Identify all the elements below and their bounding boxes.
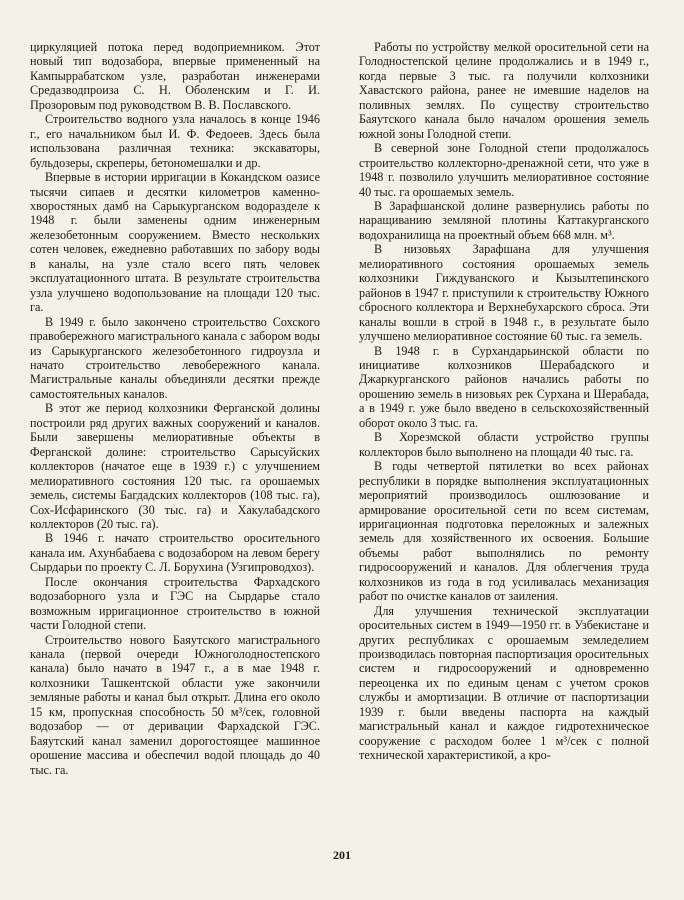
paragraph: В Зарафшанской долине развернулись работы по наращиванию земляной плотины Каттакурганского водохранилища на проектный объем 668 млн. м³. xyxy=(359,198,649,242)
paragraph: После окончания строительства Фархадского водозаборного узла и ГЭС на Сырдарье стало возможным ирригационное строительство в южной части Голодной степи. xyxy=(30,574,320,633)
paragraph: циркуляцией потока перед водоприемником. Этот новый тип водозабора, впервые примененный на Кампыррабатском узле, разработан инженерами Средазводпроиза С. Н. Оболенским и Г. И. Прозоровым под руководством В. В. Пославского. xyxy=(30,40,320,112)
paragraph: В годы четвертой пятилетки во всех районах республики в порядке выполнения эксплуатационных мероприятий производилось ошлюзование и армирование оросительной сети по всем системам, ирригационная подготовка переложных и залежных земель для хозяйственного их освоения. Большие объемы работ выполнялись по ремонту гидросооружений и каналов. Для облегчения труда колхозников из года в год усиливалась механизация работ по очистке каналов от заиления. xyxy=(359,459,649,604)
paragraph: В низовьях Зарафшана для улучшения мелиоративного состояния орошаемых земель колхозники Гиждуванского и Кызылтепинского районов в 1947 г. приступили к строительству Южного сбросного коллектора и Верхнебухарского сброса. Эти каналы вошли в строй в 1948 г., в результате было улучшено мелиоративное состояние 60 тыс. га земель. xyxy=(359,242,649,344)
paragraph: Для улучшения технической эксплуатации оросительных систем в 1949—1950 гг. в Узбекистане и других республиках с орошаемым земледелием производилась повторная паспортизация оросительных систем и гидросооружений и одновременно переоценка их по единым ценам с учетом сроков службы и амортизации. В отличие от паспортизации 1939 г. были введены паспорта на каждый магистральный канал и каждое гидротехническое сооружение с расходом более 1 м³/сек с полной технической характеристикой, а кро- xyxy=(359,603,649,763)
paragraph: В Хорезмской области устройство группы коллекторов было выполнено на площади 40 тыс. га. xyxy=(359,430,649,459)
paragraph: Работы по устройству мелкой оросительной сети на Голодностепской целине продолжались и в 1949 г., когда первые 3 тыс. га получили колхозники Хавастского района, ранее не имевшие наделов на поливных землях. По существу строительство Баяутского канала было началом орошения земель южной зоны Голодной степи. xyxy=(359,40,649,141)
paragraph: В 1949 г. было закончено строительство Сохского правобережного магистрального канала с забором воды из Сарыкурганского железобетонного гидроузла и начато строительство левобережного канала. Магистральные каналы объединяли десятки прежде самостоятельных каналов. xyxy=(30,314,320,401)
paragraph: Впервые в истории ирригации в Кокандском оазисе тысячи сипаев и десятки километров каменно-хворостяных дамб на Сарыкурганском водоразделе к 1948 г. были заменены одним инженерным железобетонным сооружением. Вместо нескольких сотен человек, ежедневно работавших по забору воды в каналы, на узле стало всего пять человек эксплуатационного штата. В результате строительства узла улучшено водопользование на площади 120 тыс. га. xyxy=(30,170,320,315)
page-number: 201 xyxy=(333,848,351,862)
paragraph: В 1948 г. в Сурхандарьинской области по инициативе колхозников Шерабадского и Джаркурганского районов начались работы по орошению земель в низовьях рек Сурхана и Шерабада, а в 1949 г. уже было введено в сельскохозяйственный оборот около 3 тыс. га. xyxy=(359,343,649,430)
paragraph: Строительство нового Баяутского магистрального канала (первой очереди Южноголодностепского канала) было начато в 1947 г., а в мае 1948 г. колхозники Ташкентской области уже закончили земляные работы и канал был открыт. Длина его около 15 км, пропускная способность 50 м³/сек, головной водозабор — от деривации Фархадской ГЭС. Баяутский канал заменил дорогостоящее машинное орошение массива и обеспечил водой площадь до 40 тыс. га. xyxy=(30,632,320,777)
paragraph: В 1946 г. начато строительство оросительного канала им. Ахунбабаева с водозабором на левом берегу Сырдарьи по проекту С. Л. Борухина (Узгипроводхоз). xyxy=(30,531,320,575)
left-column xyxy=(30,40,320,777)
paragraph: В этот же период колхозники Ферганской долины построили ряд других важных сооружений и каналов. Были завершены мелиоративные объекты в Ферганской долине: строительство Сарысуйских коллекторов (начатое еще в 1939 г.) с улучшением мелиоративного состояния 120 тыс. га орошаемых земель, системы Багдадских коллекторов (108 тыс. га), Сох-Исфаринского (30 тыс. га) и Хакулабадского коллекторов (20 тыс. га). xyxy=(30,401,320,531)
right-column xyxy=(359,40,649,763)
paragraph: В северной зоне Голодной степи продолжалось строительство коллекторно-дренажной сети, что уже в 1948 г. позволило улучшить мелиоративное состояние 40 тыс. га орошаемых земель. xyxy=(359,141,649,199)
paragraph: Строительство водного узла началось в конце 1946 г., его начальником был И. Ф. Федоеев. Здесь была использована различная техника: экскаваторы, бульдозеры, скреперы, бетономешалки и др. xyxy=(30,112,320,170)
